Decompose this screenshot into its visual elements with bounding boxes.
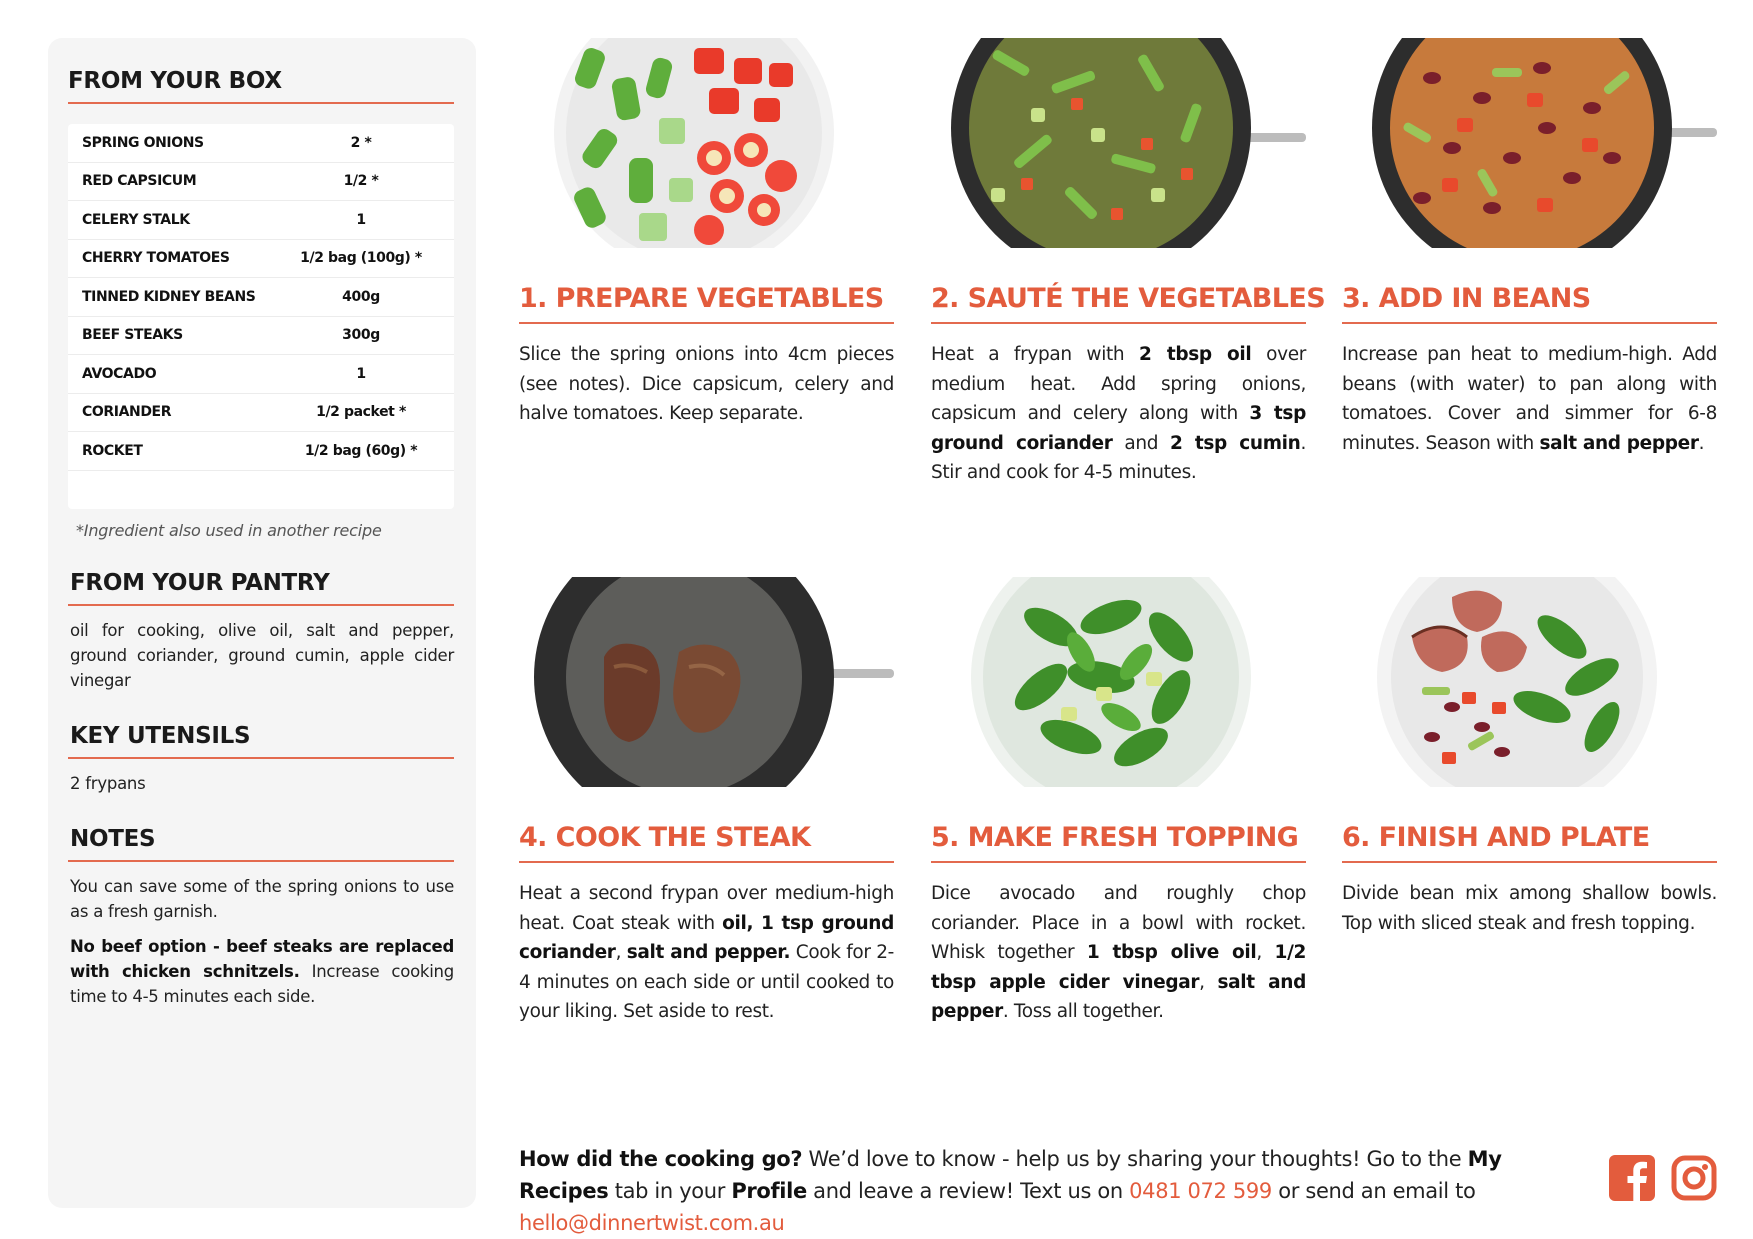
ingredient-qty: 1/2 bag (100g) * [300,250,422,267]
utensils-text: 2 frypans [70,773,146,793]
step-text-segment: Slice the spring onions into 4cm pieces (see notes). Dice capsicum, celery and halve tomatoes. Keep separate. [519,344,894,424]
ingredient-row [68,278,454,317]
step-5-text [931,879,1306,1027]
step-3-photo [1342,38,1717,248]
ingredient-row [68,124,454,163]
step-text-segment: salt and pepper. [626,942,791,963]
ingredient-qty: 1/2 * [343,173,379,190]
review-footer [519,1143,1579,1239]
ingredient-row [68,355,454,394]
ingredient-qty: 300g [342,327,380,344]
footer-text-segment: or send an email to [1271,1179,1476,1203]
instagram-icon[interactable] [1671,1155,1717,1201]
step-text-segment: Heat a frypan with [931,344,1140,365]
ingredient-name: ROCKET [82,442,143,459]
step-2-photo [931,38,1306,248]
ingredient-row [68,201,454,240]
saute-pan-image [931,38,1306,248]
ingredient-qty: 2 * [350,134,372,151]
pantry-section [68,570,454,693]
ingredient-row [68,394,454,433]
step-5-photo [931,577,1306,787]
pantry-text: oil for cooking, olive oil, salt and pepper, ground coriander, ground cumin, apple cider vinegar [70,620,454,690]
note-no-beef [68,934,454,1009]
notes-title: NOTES [68,826,454,862]
box-title: FROM YOUR BOX [68,68,454,104]
footer-text-segment[interactable]: hello@dinnertwist.com.au [519,1211,785,1235]
facebook-icon[interactable] [1609,1155,1655,1201]
ingredients-sidebar [48,38,476,1208]
step-4-text [519,879,894,1027]
footer-text-segment: tab in your [608,1179,732,1203]
step-text-segment: 2 tsp cumin [1169,432,1301,454]
step-text-segment: salt and pepper [931,971,1306,1022]
step-3-title: 3. ADD IN BEANS [1342,283,1717,324]
footer-text-segment: My Recipes [519,1147,1502,1203]
step-text-segment: Dice avocado and roughly chop coriander. Place in a bowl with rocket. Whisk together [931,883,1306,963]
footer-text-segment: and leave a review! Text us on [806,1179,1130,1203]
step-5-title: 5. MAKE FRESH TOPPING [931,822,1306,863]
ingredient-qty: 1 [356,365,366,382]
step-1 [519,38,894,429]
ingredient-name: AVOCADO [82,365,157,382]
step-text-segment: 2 tbsp oil [1139,344,1252,365]
step-6 [1342,577,1717,938]
step-1-title: 1. PREPARE VEGETABLES [519,283,894,324]
ingredient-qty: 1/2 bag (60g) * [304,442,418,459]
ingredient-footnote: *Ingredient also used in another recipe [76,520,382,540]
note-garnish: You can save some of the spring onions to use as a fresh garnish. [70,876,454,921]
step-4 [519,577,894,1027]
step-1-text [519,340,894,429]
vegetable-plate-image [519,38,894,248]
step-text-segment: Increase pan heat to medium-high. Add beans (with water) to pan along with tomatoes. Cover and simmer for 6-8 minutes. Season with [1342,344,1717,454]
ingredient-qty: 1/2 packet * [316,404,406,421]
step-text-segment: Heat a second frypan over medium-high heat. Coat steak with [519,883,894,934]
step-6-text [1342,879,1717,938]
steak-pan-image [519,577,894,787]
step-6-photo [1342,577,1717,787]
note-no-beef-bold: No beef option - beef steaks are replaced with chicken schnitzels. [70,936,454,981]
step-text-segment: , [1199,971,1218,993]
step-text-segment: Cook for 2-4 minutes on each side or until cooked to your liking. Set aside to rest. [519,942,895,1022]
utensils-title: KEY UTENSILS [68,723,454,759]
step-text-segment: . Stir and cook for 4-5 minutes. [931,432,1306,483]
step-text-segment: . [1698,432,1705,454]
footer-text-segment: How did the cooking go? [519,1147,803,1171]
step-text-segment: , [615,942,627,963]
ingredient-row [68,317,454,356]
step-6-title: 6. FINISH AND PLATE [1342,822,1717,863]
step-text-segment: oil, 1 tsp ground coriander [519,912,895,963]
step-3 [1342,38,1717,458]
note-no-beef-rest: Increase cooking time to 4-5 minutes each side. [70,961,454,1006]
utensils-section [68,723,454,796]
ingredient-name: CORIANDER [82,404,172,421]
beans-pan-image [1342,38,1717,248]
social-links [1609,1155,1717,1201]
step-2 [931,38,1326,488]
ingredient-row [68,240,454,279]
ingredient-name: RED CAPSICUM [82,173,197,190]
ingredient-qty: 400g [342,288,380,305]
step-3-text [1342,340,1717,458]
pantry-title: FROM YOUR PANTRY [68,570,454,606]
ingredient-name: CHERRY TOMATOES [82,250,230,267]
footer-text-segment: We’d love to know - help us by sharing your thoughts! Go to the [802,1147,1468,1171]
ingredient-name: BEEF STEAKS [82,327,183,344]
salad-bowl-image [931,577,1306,787]
step-5 [931,577,1306,1027]
step-2-text [931,340,1306,488]
step-1-photo [519,38,894,248]
ingredients-table [68,124,454,509]
step-text-segment: over medium heat. Add spring onions, capsicum and celery along with [931,344,1306,424]
footer-text-segment[interactable]: 0481 072 599 [1129,1179,1272,1203]
step-text-segment: Divide bean mix among shallow bowls. Top with sliced steak and fresh topping. [1342,883,1717,934]
step-text-segment: and [1112,432,1170,454]
ingredient-name: TINNED KIDNEY BEANS [82,288,256,305]
ingredient-name: CELERY STALK [82,211,190,228]
footer-text-segment: Profile [731,1179,807,1203]
ingredient-row [68,163,454,202]
ingredient-qty: 1 [356,211,366,228]
plated-dish-image [1342,577,1717,787]
step-text-segment: 1 tbsp olive oil [1086,942,1257,963]
notes-section [68,826,454,1009]
step-text-segment: 3 tsp ground coriander [931,403,1306,454]
step-text-segment: 1/2 tbsp apple cider vinegar [931,942,1306,993]
step-text-segment: , [1256,942,1275,963]
step-4-photo [519,577,894,787]
step-text-segment: . Toss all together. [1002,1001,1164,1022]
step-2-title: 2. SAUTÉ THE VEGETABLES [931,283,1306,324]
ingredient-row [68,432,454,471]
step-4-title: 4. COOK THE STEAK [519,822,894,863]
step-text-segment: salt and pepper [1539,432,1699,454]
ingredient-name: SPRING ONIONS [82,134,204,151]
